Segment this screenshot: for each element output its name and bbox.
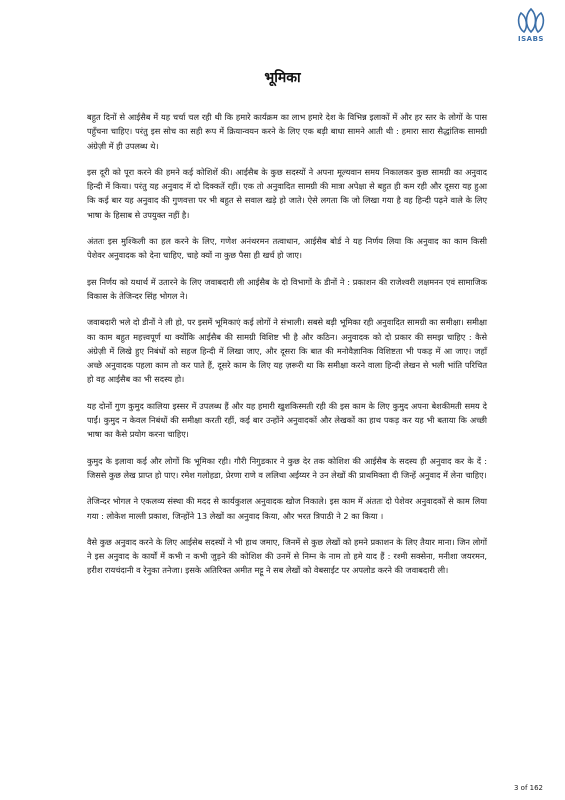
paragraph: तेजिन्दर भोगल ने एकलव्य संस्था की मदद से कार्यकुशल अनुवादक खोज निकाले। इस काम में अंततः दो पेशेवर अनुवादकों से काम लिया गया : लोकेश माल्ती प्रकाश, जिन्होंने 13 लेखों का अनुवाद किया, और भरत त्रिपाठी ने 2 का किया ।	[87, 496, 487, 521]
paragraph: इस दूरी को पूरा करने की हमने कई कोशिशें की। आईसैब के कुछ सदस्यों ने अपना मूल्यवान समय निकालकर कुछ सामग्री का अनुवाद हिन्दी में किया। परंतु यह अनुवाद में दो दिक्कतें रहीं। एक तो अनुवादित सामग्री की मात्रा अपेक्षा से बहुत ही कम रही और दूसरा यह हुआ कि कई बार यह अनुवाद की गुणवत्ता पर भी बहुत से सवाल खड़े हो जाते। ऐसे लगता कि जो लिखा गया है वह हिन्दी पढ़ने वाले के लिए भाषा के हिसाब से उपयुक्त नहीं है।	[87, 166, 487, 220]
paragraph: इस निर्णय को यथार्थ में उतारने के लिए जवाबदारी ली आईसैब के दो विभागों के डीनों ने : प्रकाशन की राजेश्वरी लक्षमनन एवं सामाजिक विकास के तेजिन्दर सिंह भोगल ने।	[87, 276, 487, 301]
paragraph: यह दोनों गुण कुमुद कालिया इस्सर में उपलब्ध हैं और यह हमारी खुशकिस्मती रही की इस काम के लिए कुमुद अपना बेशकीमती समय दे पाईं। कुमुद न केवल निबंधों की समीक्षा करती रहीं, कई बार उन्होंने अनुवादकों और लेखकों का हाथ पकड़ कर यह भी बताया कि अच्छी भाषा का कैसे प्रयोग करना चाहिए।	[87, 400, 487, 440]
paragraph: कुमुद के इलावा कई और लोगों कि भूमिका रही। गौरी निगुडकार ने कुछ देर तक कोशिश की आईसैब के सदस्य ही अनुवाद कर के दें : जिससे कुछ लेख प्राप्त हो पाए। रमेश गलोहडा, प्रेरणा राणे व ललिथा अईय्यर ने उन लेखों की प्राथमिक्ता दी जिन्हें अनुवाद में लेना चाहिए।	[87, 455, 487, 480]
document-body	[87, 110, 487, 590]
paragraph: वैसे कुछ अनुवाद करने के लिए आईसेब सदस्यों ने भी हाथ जमाए, जिनमें से कुछ लेखों को हमने प्रकाशन के लिए तैयार माना। जिन लोगों ने इस अनुवाद के कार्यों में कभी न कभी जुड़ने की कोशिश की उनमें से निम्न के नाम तो हमे याद हैं : रश्मी सक्सेना, मनीशा जयरमन, हरीश रायचंदानी व रेनुका तनेजा। इसके अतिरिक्त अमीत मट्टू ने सब लेखों को वेबसाईट पर अपलोड करने की जवाबदारी ली।	[87, 536, 487, 576]
paragraph: बहुत दिनों से आईसैब में यह चर्चा चल रही थी कि हमारे कार्यक्रम का लाभ हमारे देश के विभिन्न इलाकों में और हर स्तर के लोगों के पास पहुँचना चाहिए। परंतु इस सोच का सही रूप में क्रियान्वयन करने के लिए एक बड़ी बाधा सामने आती थी : हमारा सारा सैद्धांतिक सामग्री अंग्रेज़ी में ही उपलब्ध थे।	[87, 112, 487, 151]
lotus-icon	[513, 6, 549, 34]
page-number: 3 of 162	[513, 784, 543, 792]
paragraph: अंततः इस मुश्किली का हल करने के लिए, गणेश अनंथरमन तत्वाधान, आईसैब बोर्ड ने यह निर्णय लिया कि अनुवाद का काम किसी पेशेवर अनुवादक को देना चाहिए, चाहे क्यों ना कुछ पैसा ही खर्च हो जाए।	[87, 236, 487, 261]
isabs-logo	[511, 6, 551, 50]
page-title: भूमिका	[264, 70, 301, 86]
paragraph: जवाबदारी भले दो डीनों ने ली हो, पर इसमें भूमिकाएं कई लोगों ने संभाली। सबसे बड़ी भूमिका रही अनुवादित सामग्री का समीक्षा। समीक्षा का काम बहुत महत्त्वपूर्ण था क्योंकि आईसैब की सामग्री विशिष्ट भी है और कठिन। अनुवादक को दो प्रकार की समझ चाहिए : कैसे अंग्रेज़ी में लिखे हुए निबंधों को सहज हिन्दी में लिखा जाए, और दूसरा कि बात की मनोवैज्ञानिक विशिष्टता भी पकड़ में आ जाए। जहाँ अच्छे अनुवादक पहला काम तो कर पाते हैं, दूसरे काम के लिए यह ज़रूरी था कि समीक्षा करने वाला हिन्दी लेखन से भली भांति परिचित हो वह आईसैब का भी सदस्य हो।	[87, 317, 487, 385]
logo-text: ISABS	[518, 35, 544, 43]
